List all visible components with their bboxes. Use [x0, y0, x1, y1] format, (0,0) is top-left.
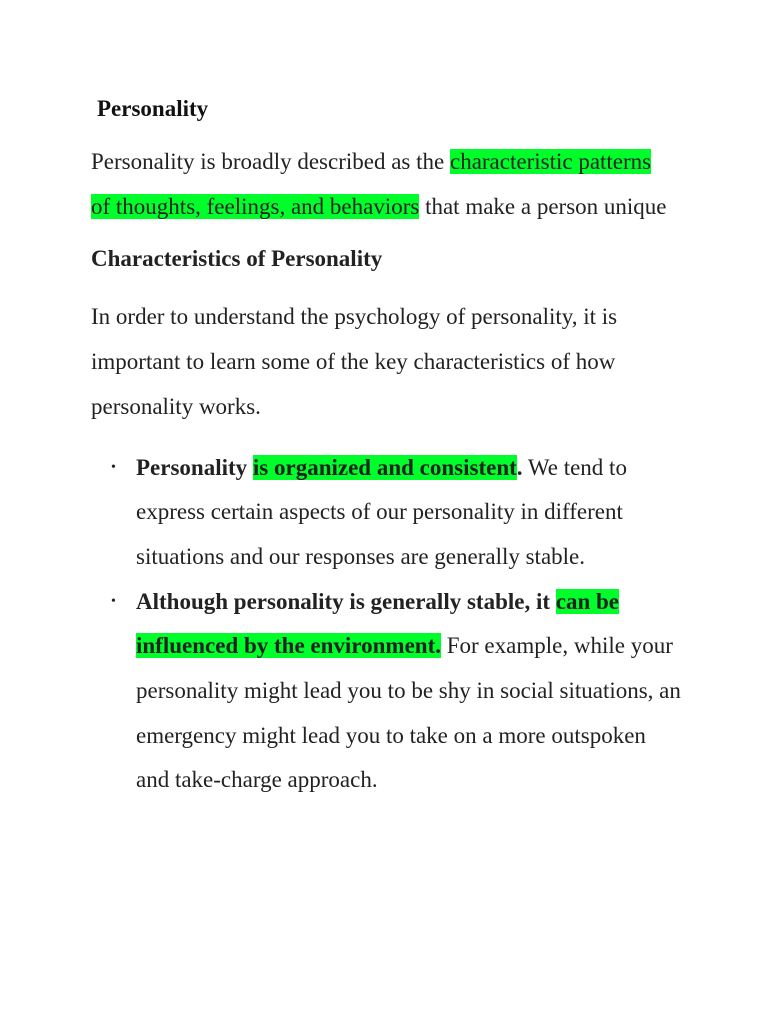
intro-text-before: Personality is broadly described as the [91, 149, 450, 174]
bullet-bold-lead: Personality [136, 454, 253, 480]
bullet-bold-lead: Although personality is generally stable, it [136, 588, 556, 614]
intro-highlight: characteristic patterns of thoughts, feelings, and behaviors [91, 149, 652, 219]
bullet-marker: • [111, 593, 116, 609]
bullet-highlight: can be influenced by the environment. [136, 588, 620, 659]
bullet-text: We tend to express certain aspects of our personality in different situations and our responses are generally stable. [136, 454, 627, 569]
intro-text-after: that make a person unique [419, 193, 667, 219]
list-item [91, 446, 681, 580]
section-heading: Characteristics of Personality [91, 246, 383, 272]
section-intro-paragraph: In order to understand the psychology of personality, it is important to learn some of the key characteristics of how personality works. [91, 304, 618, 419]
bullet-bold-after: . [516, 454, 523, 480]
bullet-marker: • [111, 459, 116, 475]
bullet-text: For example, while your personality might lead you to be shy in social situations, an emergency might lead you to take on a more outspoken and take-charge approach. [136, 633, 681, 793]
intro-paragraph [91, 140, 671, 229]
characteristics-list [91, 446, 691, 804]
bullet-highlight: is organized and consistent [252, 454, 517, 480]
list-item [91, 580, 681, 804]
document-title: Personality [97, 96, 209, 121]
document-body [91, 92, 691, 803]
